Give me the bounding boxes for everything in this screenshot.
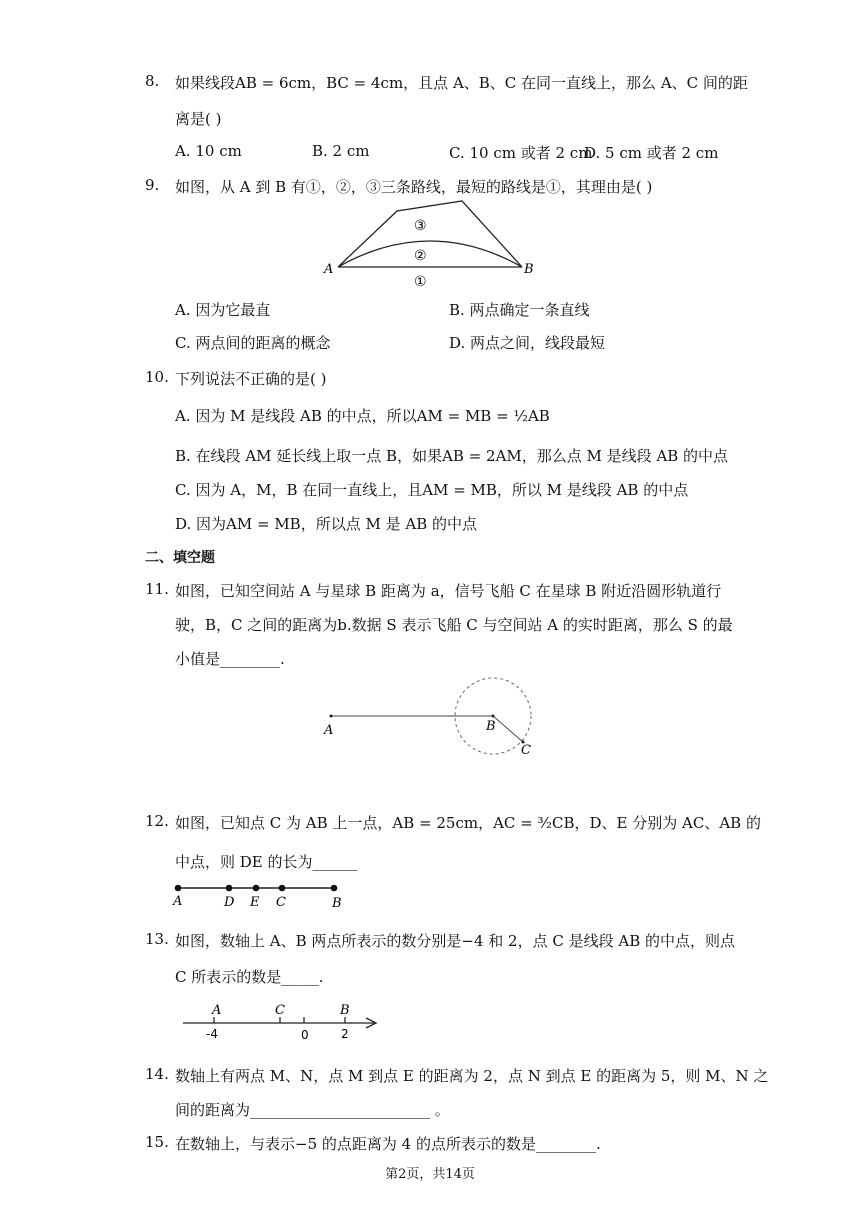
q9-label-b: B <box>524 262 534 277</box>
q12-segment-figure <box>170 880 360 910</box>
q14-stem-line2: 间的距离为________________________ 。 <box>175 1101 450 1119</box>
q11-number: 11. <box>145 580 169 598</box>
q12-label-c: C <box>276 895 286 910</box>
q10-option-b: B. 在线段 AM 延长线上取一点 B，如果AB = 2AM，那么点 M 是线段 AB 的中点 <box>175 447 729 465</box>
q9-option-b: B. 两点确定一条直线 <box>449 301 590 319</box>
q11-point-a <box>330 715 333 718</box>
q11-label-c: C <box>521 743 531 758</box>
q9-option-d: D. 两点之间，线段最短 <box>449 334 606 352</box>
q11-stem-line2: 驶，B，C 之间的距离为b.数据 S 表示飞船 C 与空间站 A 的实时距离，那么 S 的最 <box>175 616 733 634</box>
q12-label-a: A <box>173 894 183 909</box>
q15-stem: 在数轴上，与表示−5 的点距离为 4 的点所表示的数是________. <box>175 1135 601 1153</box>
q9-label-a: A <box>324 262 334 277</box>
q8-option-b: B. 2 cm <box>312 142 370 160</box>
section-heading: 二、填空题 <box>145 550 215 566</box>
q13-stem-line1: 如图，数轴上 A、B 两点所表示的数分别是−4 和 2，点 C 是线段 AB 的中点，则点 <box>175 932 735 950</box>
q12-point-a <box>175 885 182 892</box>
q9-route2-path <box>338 241 522 267</box>
q12-label-d: D <box>224 895 235 910</box>
q12-stem-line2: 中点，则 DE 的长为______ <box>175 853 358 871</box>
q12-point-d <box>226 885 233 892</box>
q12-point-c <box>279 885 286 892</box>
q13-num-b: 2 <box>341 1027 349 1041</box>
q8-option-a: A. 10 cm <box>175 142 242 160</box>
q13-label-c: C <box>275 1003 285 1018</box>
q9-routes-figure <box>320 195 540 290</box>
q9-route3-path <box>338 201 522 267</box>
q11-label-b: B <box>486 719 496 734</box>
q13-label-a: A <box>212 1003 222 1018</box>
q9-number: 9. <box>145 176 160 194</box>
q8-stem-line2: 离是( ) <box>175 110 222 128</box>
q11-stem-line1: 如图，已知空间站 A 与星球 B 距离为 a，信号飞船 C 在星球 B 附近沿圆形轨道行 <box>175 582 722 600</box>
q13-number: 13. <box>145 930 169 948</box>
q10-option-a: A. 因为 M 是线段 AB 的中点，所以AM = MB = ½AB <box>175 407 550 425</box>
q12-number: 12. <box>145 812 169 830</box>
q13-stem-line2: C 所表示的数是_____. <box>175 968 324 986</box>
q13-num-a: -4 <box>206 1027 218 1041</box>
q14-number: 14. <box>145 1065 169 1083</box>
q11-orbit-figure <box>320 675 550 765</box>
q8-number: 8. <box>145 72 160 90</box>
q12-stem-line1: 如图，已知点 C 为 AB 上一点，AB = 25cm，AC = ³⁄₂CB，D、E 分别为 AC、AB 的 <box>175 814 761 832</box>
q9-label-route1: ① <box>414 274 427 290</box>
q12-point-e <box>253 885 260 892</box>
q9-stem: 如图，从 A 到 B 有①，②，③三条路线，最短的路线是①，其理由是( ) <box>175 178 653 196</box>
q8-stem-line1: 如果线段AB = 6cm，BC = 4cm，且点 A、B、C 在同一直线上，那么 A、C 间的距 <box>175 74 748 92</box>
q12-point-b <box>331 885 338 892</box>
q9-option-a: A. 因为它最直 <box>175 301 271 319</box>
q11-stem-line3: 小值是________. <box>175 650 285 668</box>
q13-number-line-figure <box>180 1000 390 1045</box>
q11-label-a: A <box>324 723 334 738</box>
q13-num-zero: 0 <box>301 1028 309 1042</box>
q9-label-route3: ③ <box>414 218 427 234</box>
q10-option-c: C. 因为 A，M，B 在同一直线上，且AM = MB，所以 M 是线段 AB 的中点 <box>175 481 689 499</box>
q10-number: 10. <box>145 368 169 386</box>
q9-option-c: C. 两点间的距离的概念 <box>175 334 331 352</box>
q11-segment-bc <box>493 716 523 742</box>
q13-label-b: B <box>340 1003 350 1018</box>
q9-label-route2: ② <box>414 248 427 264</box>
q10-option-d: D. 因为AM = MB，所以点 M 是 AB 的中点 <box>175 515 477 533</box>
q14-stem-line1: 数轴上有两点 M、N，点 M 到点 E 的距离为 2，点 N 到点 E 的距离为 5，则 M、N 之 <box>175 1067 769 1085</box>
q12-label-e: E <box>250 895 260 910</box>
q8-option-c: C. 10 cm 或者 2 cm <box>449 144 593 162</box>
q10-stem: 下列说法不正确的是( ) <box>175 370 327 388</box>
page-footer: 第2页，共14页 <box>385 1167 475 1182</box>
q8-option-d: D. 5 cm 或者 2 cm <box>584 144 719 162</box>
q11-point-b <box>492 715 495 718</box>
q12-label-b: B <box>332 896 342 911</box>
q15-number: 15. <box>145 1133 169 1151</box>
